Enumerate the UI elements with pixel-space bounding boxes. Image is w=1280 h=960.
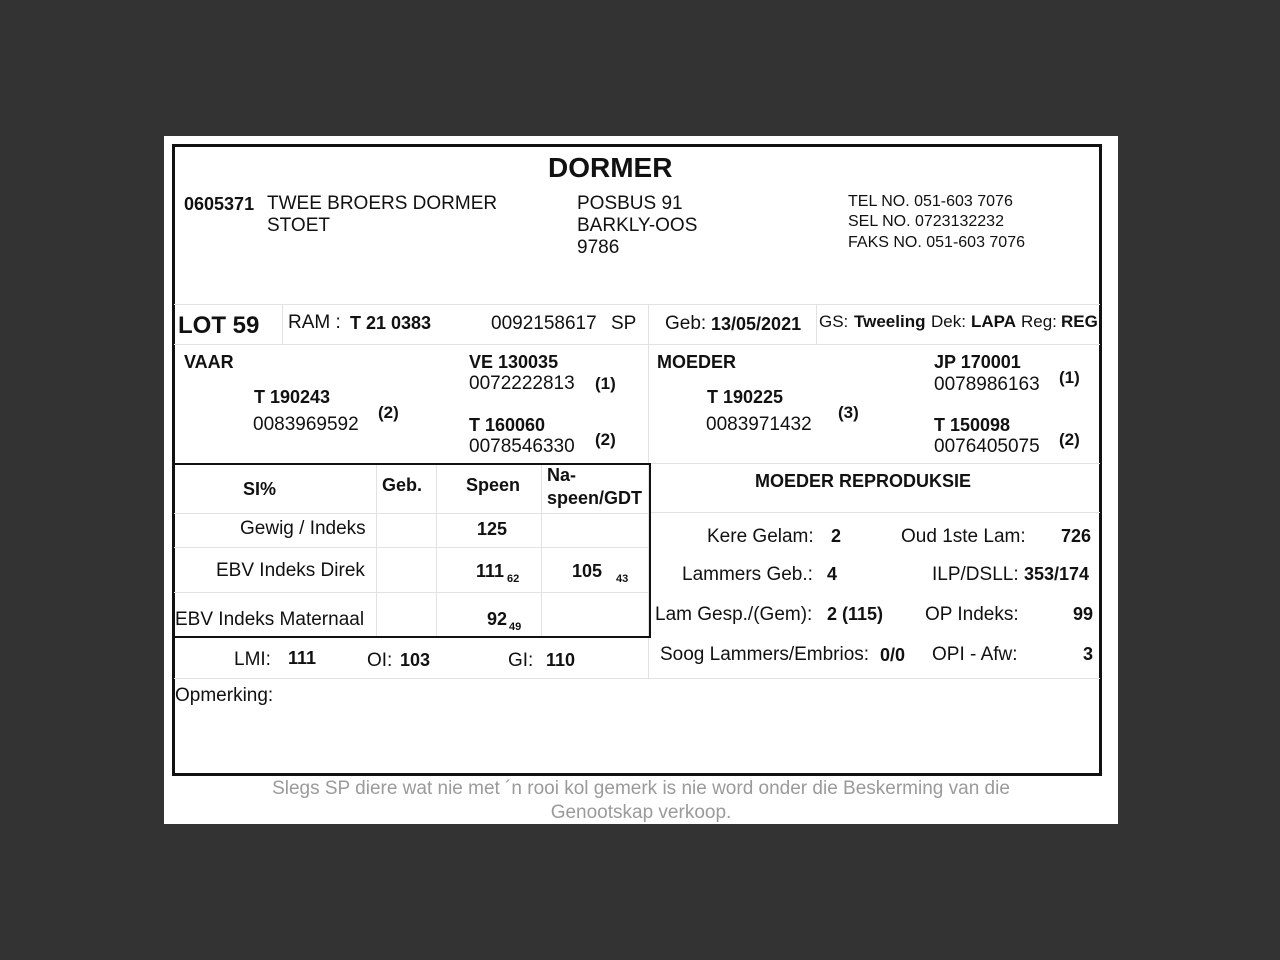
- kere-value: 2: [831, 526, 842, 546]
- oud-label: Oud 1ste Lam:: [901, 526, 1026, 547]
- op-label: OP Indeks:: [925, 604, 1019, 625]
- ilp-value: 353/174: [1024, 564, 1090, 584]
- row-label-gewig: Gewig / Indeks: [240, 518, 366, 539]
- soog-value: 0/0: [880, 645, 906, 665]
- oi-value: 103: [400, 650, 431, 670]
- divider: [174, 304, 1100, 305]
- birth-date: 13/05/2021: [711, 314, 802, 334]
- address-line3: 9786: [577, 237, 620, 258]
- dam-heading: MOEDER: [657, 352, 737, 372]
- status-code: SP: [611, 313, 637, 334]
- gi-value: 110: [546, 650, 576, 670]
- ram-value: T 21 0383: [350, 313, 432, 333]
- sire-sire-count: (1): [595, 374, 616, 393]
- dam-dam-id: 0076405075: [934, 436, 1040, 457]
- soog-label: Soog Lammers/Embrios:: [660, 644, 870, 665]
- divider: [648, 512, 1100, 513]
- sire-dam-id: 0078546330: [469, 436, 575, 457]
- dek-value: LAPA: [971, 312, 1017, 331]
- divider: [174, 344, 1100, 345]
- reg-label: Reg:: [1021, 312, 1057, 331]
- breeder-number: 0605371: [184, 194, 255, 214]
- animal-id: 0092158617: [491, 313, 597, 334]
- lot-number: LOT 59: [178, 312, 260, 339]
- gs-label: GS:: [819, 312, 849, 331]
- op-value: 99: [1073, 604, 1094, 624]
- divider: [816, 304, 817, 344]
- ilp-label: ILP/DSLL:: [932, 564, 1019, 585]
- sire-id: 0083969592: [253, 414, 359, 435]
- opi-label: OPI - Afw:: [932, 644, 1018, 665]
- breeder-name-line1: TWEE BROERS DORMER: [267, 193, 498, 214]
- kere-label: Kere Gelam:: [707, 526, 814, 547]
- faks-number: FAKS NO. 051-603 7076: [848, 234, 1025, 251]
- sire-dam-tag: T 160060: [469, 415, 546, 435]
- divider: [282, 304, 283, 344]
- divider: [174, 678, 1100, 679]
- breed-title: DORMER: [548, 152, 673, 183]
- birth-label: Geb:: [665, 313, 707, 334]
- sel-number: SEL NO. 0723132232: [848, 213, 1004, 230]
- lmi-value: 111: [288, 648, 317, 668]
- gi-label: GI:: [508, 650, 534, 671]
- dam-dam-count: (2): [1059, 430, 1080, 449]
- header-si: SI%: [243, 479, 277, 499]
- oi-label: OI:: [367, 650, 393, 671]
- header-speen: Speen: [466, 475, 521, 495]
- reg-value: REG: [1061, 312, 1098, 331]
- row-label-direk: EBV Indeks Direk: [216, 560, 365, 581]
- dam-tag: T 190225: [707, 387, 784, 407]
- lamgesp-value: 2 (115): [827, 604, 884, 624]
- dam-dam-tag: T 150098: [934, 415, 1011, 435]
- sire-sire-tag: VE 130035: [469, 352, 559, 372]
- dam-sire-count: (1): [1059, 368, 1080, 387]
- footer-note: [164, 777, 1118, 825]
- ram-label: RAM :: [288, 312, 341, 333]
- dek-label: Dek:: [931, 312, 966, 331]
- sire-count: (2): [378, 403, 399, 422]
- maternaal-speen: 92 $_{49}$: [487, 609, 522, 633]
- lammers-label: Lammers Geb.:: [682, 564, 813, 585]
- sire-sire-id: 0072222813: [469, 373, 575, 394]
- gs-value: Tweeling: [854, 312, 926, 331]
- row-label-maternaal: EBV Indeks Maternaal: [175, 609, 365, 630]
- header-geb: Geb.: [382, 475, 423, 495]
- footer-line1: Slegs SP diere wat nie met ´n rooi kol gemerk is nie word onder die Beskerming van die: [272, 778, 1010, 799]
- address-line1: POSBUS 91: [577, 193, 683, 214]
- header-naspeen-line2: speen/GDT: [547, 488, 643, 508]
- sire-dam-count: (2): [595, 430, 616, 449]
- direk-speen: 111 $_{62}$: [476, 561, 520, 585]
- lammers-value: 4: [827, 564, 838, 584]
- address-line2: BARKLY-OOS: [577, 215, 698, 236]
- tel-number: TEL NO. 051-603 7076: [848, 193, 1013, 210]
- dam-sire-tag: JP 170001: [934, 352, 1021, 372]
- remarks-label: Opmerking:: [175, 685, 274, 706]
- divider: [648, 463, 1100, 464]
- oud-value: 726: [1061, 526, 1092, 546]
- lamgesp-label: Lam Gesp./(Gem):: [655, 604, 813, 625]
- gewig-speen: 125: [477, 519, 508, 539]
- lmi-label: LMI:: [234, 649, 271, 670]
- direk-naspeen: 105 $_{43}$: [572, 561, 629, 585]
- reproduction-title: MOEDER REPRODUKSIE: [755, 471, 972, 491]
- dam-id: 0083971432: [706, 414, 812, 435]
- dam-sire-id: 0078986163: [934, 374, 1040, 395]
- header-naspeen-line1: Na-: [547, 465, 577, 485]
- sire-heading: VAAR: [184, 352, 234, 372]
- dam-count: (3): [838, 403, 859, 422]
- sire-tag: T 190243: [254, 387, 331, 407]
- footer-line2: Genootskap verkoop.: [550, 802, 732, 823]
- breeder-name-line2: STOET: [267, 215, 330, 236]
- opi-value: 3: [1083, 644, 1094, 664]
